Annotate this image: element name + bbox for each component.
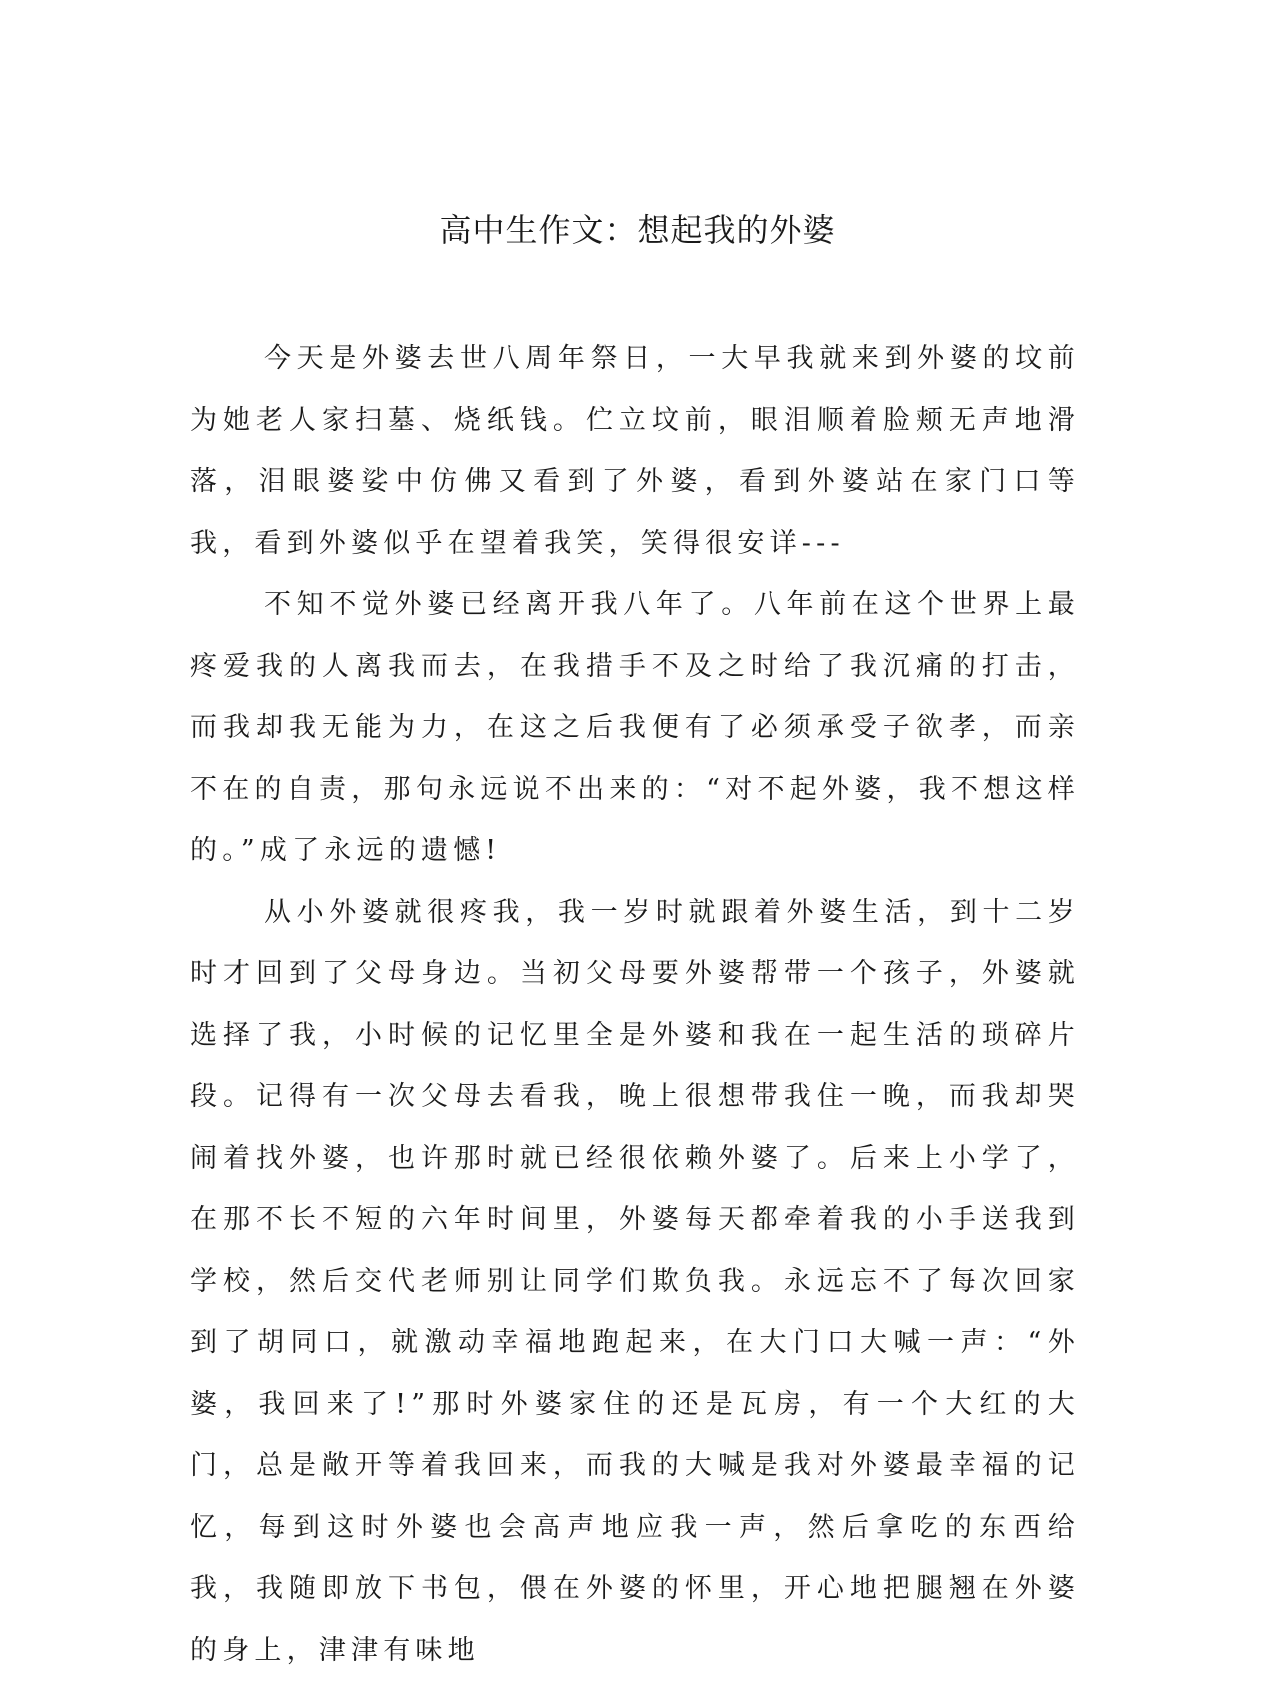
document-title: 高中生作文：想起我的外婆: [0, 208, 1275, 252]
paragraph-1: 今天是外婆去世八周年祭日，一大早我就来到外婆的坟前为她老人家扫墓、烧纸钱。伫立坟前，眼泪顺着脸颊无声地滑落，泪眼婆娑中仿佛又看到了外婆，看到外婆站在家门口等我，看到外婆似乎在望着我笑，笑得很安详---: [190, 328, 1080, 574]
document-body: [190, 328, 1080, 1681]
paragraph-3: 从小外婆就很疼我，我一岁时就跟着外婆生活，到十二岁时才回到了父母身边。当初父母要外婆帮带一个孩子，外婆就选择了我，小时候的记忆里全是外婆和我在一起生活的琐碎片段。记得有一次父母去看我，晚上很想带我住一晚，而我却哭闹着找外婆，也许那时就已经很依赖外婆了。后来上小学了，在那不长不短的六年时间里，外婆每天都牵着我的小手送我到学校，然后交代老师别让同学们欺负我。永远忘不了每次回家到了胡同口，就激动幸福地跑起来，在大门口大喊一声：“外婆，我回来了!”那时外婆家住的还是瓦房，有一个大红的大门，总是敞开等着我回来，而我的大喊是我对外婆最幸福的记忆，每到这时外婆也会高声地应我一声，然后拿吃的东西给我，我随即放下书包，偎在外婆的怀里，开心地把腿翘在外婆的身上，津津有味地: [190, 882, 1080, 1681]
paragraph-2: 不知不觉外婆已经离开我八年了。八年前在这个世界上最疼爱我的人离我而去，在我措手不及之时给了我沉痛的打击，而我却我无能为力，在这之后我便有了必须承受子欲孝，而亲不在的自责，那句永远说不出来的：“对不起外婆，我不想这样的。”成了永远的遗憾!: [190, 574, 1080, 882]
